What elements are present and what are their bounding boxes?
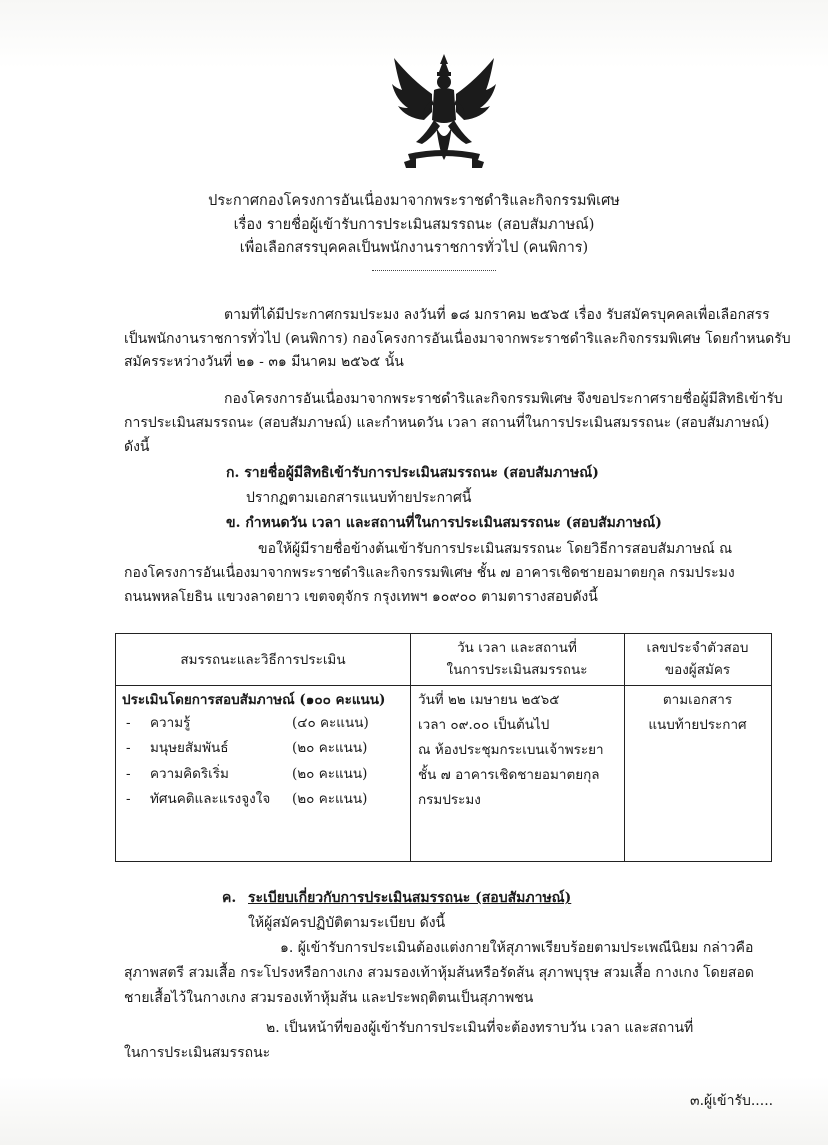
item-name: ความคิดริเริ่ม bbox=[150, 766, 229, 782]
intro-p1-line1: ตามที่ได้มีประกาศกรมประมง ลงวันที่ ๑๘ มกราคม ๒๕๖๕ เรื่อง รับสมัครบุคคลเพื่อเลือกสรร bbox=[224, 307, 770, 323]
intro-p1-line3: สมัครระหว่างวันที่ ๒๑ - ๓๑ มีนาคม ๒๕๖๕ นั้น bbox=[124, 354, 404, 370]
item-dash: - bbox=[126, 740, 131, 756]
rule-1-line3: ชายเสื้อไว้ในกางเกง สวมรองเท้าหุ้มส้น และประพฤติตนเป็นสุภาพชน bbox=[124, 990, 534, 1006]
announcement-title: ประกาศกองโครงการอันเนื่องมาจากพระราชดำริและกิจกรรมพิเศษ bbox=[208, 193, 620, 209]
schedule-department: กรมประมง bbox=[418, 792, 481, 808]
item-score: (๒๐ คะแนน) bbox=[292, 740, 368, 756]
section-c-label: ค. bbox=[222, 890, 237, 906]
announcement-subject: เรื่อง รายชื่อผู้เข้ารับการประเมินสมรรถนะ (สอบสัมภาษณ์) bbox=[233, 217, 595, 233]
table-header-exam-id-l1: เลขประจำตัวสอบ bbox=[646, 640, 749, 656]
item-name: ความรู้ bbox=[150, 715, 191, 731]
exam-id-note-l2: แนบท้ายประกาศ bbox=[648, 717, 747, 733]
header-divider bbox=[372, 270, 496, 271]
exam-id-note-l1: ตามเอกสาร bbox=[662, 692, 733, 708]
table-header-divider bbox=[116, 685, 771, 686]
section-a-text: ปรากฏตามเอกสารแนบท้ายประกาศนี้ bbox=[246, 490, 472, 506]
rule-2-line2: ในการประเมินสมรรถนะ bbox=[124, 1045, 271, 1061]
garuda-emblem-icon bbox=[382, 50, 506, 174]
next-page-marker: ๓.ผู้เข้ารับ..... bbox=[690, 1093, 774, 1109]
intro-p2-line1: กองโครงการอันเนื่องมาจากพระราชดำริและกิจกรรมพิเศษ จึงขอประกาศรายชื่อผู้มีสิทธิเข้ารับ bbox=[224, 391, 783, 407]
rule-2-line1: ๒. เป็นหน้าที่ของผู้เข้ารับการประเมินที่จะต้องทราบวัน เวลา และสถานที่ bbox=[266, 1020, 694, 1036]
table-header-method: สมรรถนะและวิธีการประเมิน bbox=[180, 652, 346, 668]
schedule-room: ณ ห้องประชุมกระเบนเจ้าพระยา bbox=[418, 742, 604, 758]
item-score: (๒๐ คะแนน) bbox=[292, 766, 368, 782]
intro-p2-line2: การประเมินสมรรถนะ (สอบสัมภาษณ์) และกำหนดวัน เวลา สถานที่ในการประเมินสมรรถนะ (สอบสัมภาษณ์) bbox=[124, 415, 770, 431]
section-c-intro: ให้ผู้สมัครปฏิบัติตามระเบียบ ดังนี้ bbox=[248, 915, 446, 931]
exam-schedule-table bbox=[115, 633, 772, 862]
item-score: (๔๐ คะแนน) bbox=[292, 715, 369, 731]
announcement-purpose: เพื่อเลือกสรรบุคคลเป็นพนักงานราชการทั่วไป (คนพิการ) bbox=[239, 240, 589, 256]
item-dash: - bbox=[126, 791, 131, 807]
table-header-schedule-l1: วัน เวลา และสถานที่ bbox=[457, 640, 577, 656]
rule-1-line1: ๑. ผู้เข้ารับการประเมินต้องแต่งกายให้สุภาพเรียบร้อยตามประเพณีนิยม กล่าวคือ bbox=[280, 940, 754, 956]
item-dash: - bbox=[126, 766, 131, 782]
section-b-line2: กองโครงการอันเนื่องมาจากพระราชดำริและกิจกรรมพิเศษ ชั้น ๗ อาคารเชิดชายอมาตยกุล กรมประมง bbox=[124, 565, 735, 581]
section-b-line3: ถนนพหลโยธิน แขวงลาดยาว เขตจตุจักร กรุงเทพฯ ๑๐๙๐๐ ตามตารางสอบดังนี้ bbox=[124, 589, 598, 605]
section-a-heading: ก. รายชื่อผู้มีสิทธิเข้ารับการประเมินสมรรถนะ (สอบสัมภาษณ์) bbox=[226, 465, 599, 481]
intro-p1-line2: เป็นพนักงานราชการทั่วไป (คนพิการ) กองโครงการอันเนื่องมาจากพระราชดำริและกิจกรรมพิเศษ โดยกำหนดรับ bbox=[124, 331, 791, 347]
schedule-building: ชั้น ๗ อาคารเชิดชายอมาตยกุล bbox=[418, 767, 600, 783]
method-title: ประเมินโดยการสอบสัมภาษณ์ (๑๐๐ คะแนน) bbox=[122, 692, 386, 708]
schedule-date: วันที่ ๒๒ เมษายน ๒๕๖๕ bbox=[418, 692, 560, 708]
item-score: (๒๐ คะแนน) bbox=[292, 791, 368, 807]
item-name: ทัศนคติและแรงจูงใจ bbox=[150, 791, 271, 807]
table-header-exam-id-l2: ของผู้สมัคร bbox=[664, 662, 731, 678]
intro-p2-line3: ดังนี้ bbox=[124, 439, 150, 455]
rule-1-line2: สุภาพสตรี สวมเสื้อ กระโปรงหรือกางเกง สวมรองเท้าหุ้มส้นหรือรัดส้น สุภาพบุรุษ สวมเสื้อ กางเกง โดยสอด bbox=[124, 965, 754, 981]
section-b-line1: ขอให้ผู้มีรายชื่อข้างต้นเข้ารับการประเมินสมรรถนะ โดยวิธีการสอบสัมภาษณ์ ณ bbox=[258, 541, 733, 557]
item-dash: - bbox=[126, 715, 131, 731]
section-b-heading: ข. กำหนดวัน เวลา และสถานที่ในการประเมินสมรรถนะ (สอบสัมภาษณ์) bbox=[226, 515, 662, 531]
table-header-schedule-l2: ในการประเมินสมรรถนะ bbox=[446, 662, 588, 678]
section-c-heading: ระเบียบเกี่ยวกับการประเมินสมรรถนะ (สอบสัมภาษณ์) bbox=[248, 890, 572, 906]
schedule-time: เวลา ๐๙.๐๐ เป็นต้นไป bbox=[418, 717, 550, 733]
item-name: มนุษยสัมพันธ์ bbox=[150, 740, 229, 756]
